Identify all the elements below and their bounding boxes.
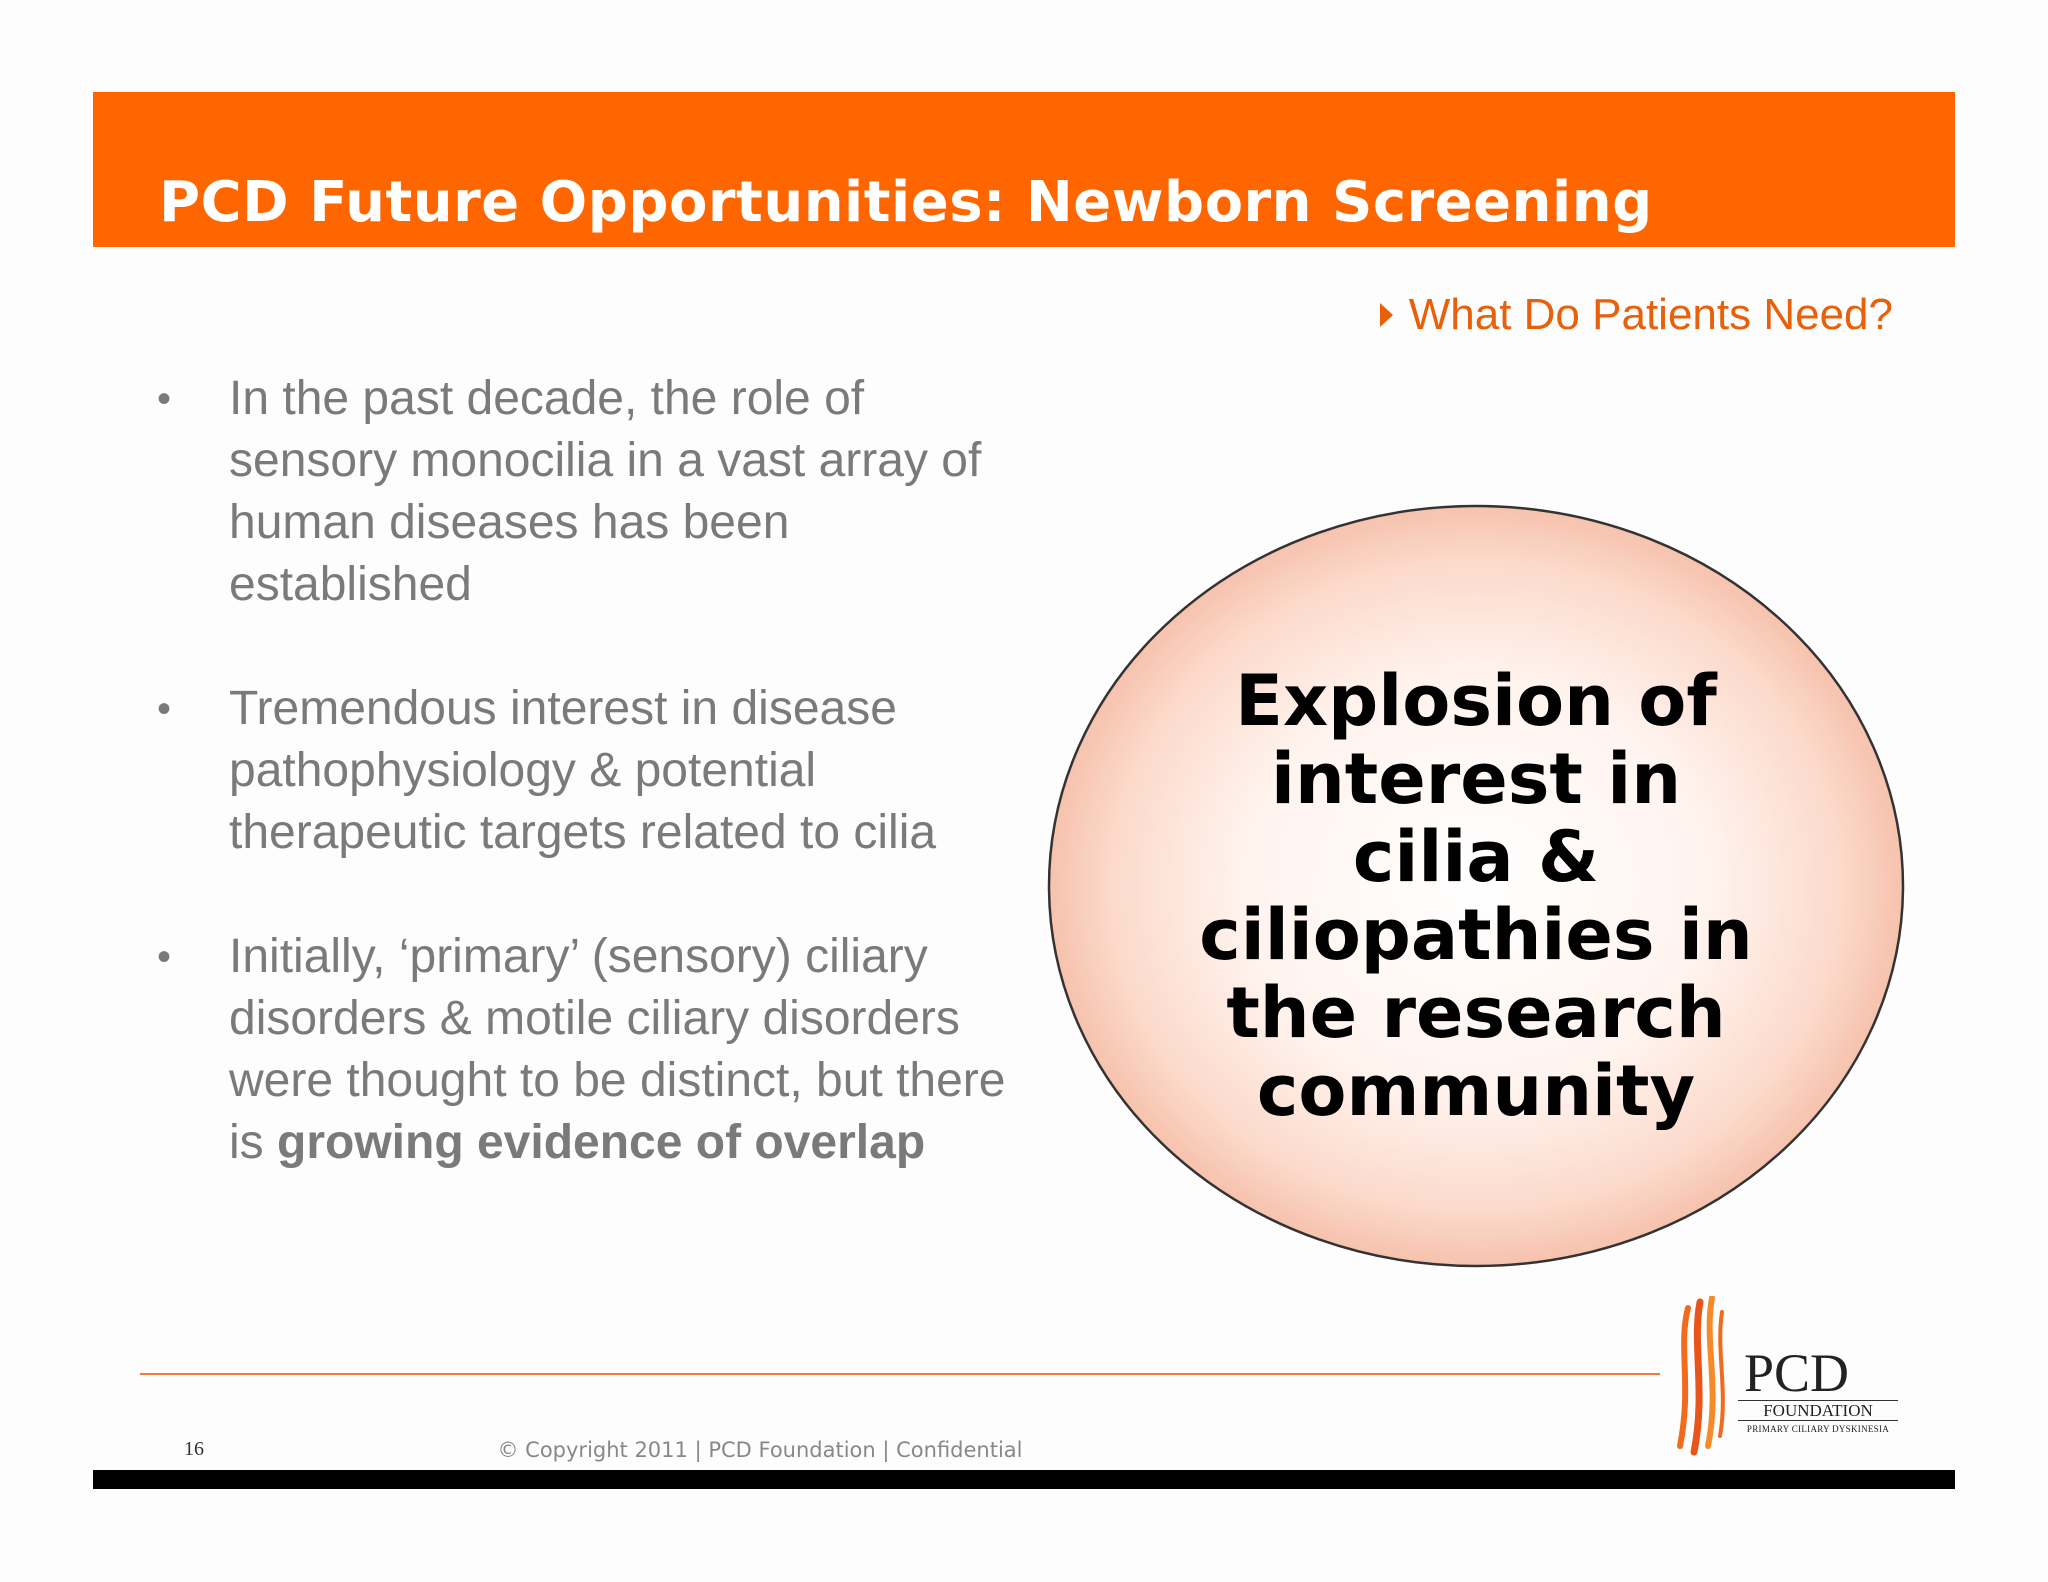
bullet-text: Tremendous interest in disease pathophysiology & potential therapeutic targets related to cilia xyxy=(229,682,937,859)
callout-line: Explosion of xyxy=(1235,660,1717,742)
bottom-bar xyxy=(93,1470,1955,1489)
bullet-text: In the past decade, the role of sensory monocilia in a vast array of human diseases has been established xyxy=(229,372,982,611)
callout-line: community xyxy=(1256,1050,1696,1132)
callout-text xyxy=(1105,662,1847,1130)
logo-wordmark: PCD xyxy=(1744,1343,1850,1403)
bullet-dot: • xyxy=(157,935,172,979)
triangle-right-icon xyxy=(1380,303,1393,327)
page-number: 16 xyxy=(184,1438,204,1460)
logo-flame-icon xyxy=(1670,1296,1740,1456)
bullet-text: Initially, ‘primary’ (sensory) ciliary disorders & motile ciliary disorders were thought to be distinct, but there is xyxy=(229,930,1006,1169)
bullet-dot: • xyxy=(157,377,172,421)
callout-line: interest in xyxy=(1270,738,1682,820)
copyright-text: © Copyright 2011 | PCD Foundation | Confidential xyxy=(497,1438,1023,1462)
callout-line: cilia & xyxy=(1352,816,1600,898)
bullet-item xyxy=(155,678,1015,864)
bullet-item xyxy=(155,368,1015,616)
logo-tagline: PRIMARY CILIARY DYSKINESIA xyxy=(1746,1424,1890,1434)
callout-circle xyxy=(1045,502,1907,1270)
subnav-label: What Do Patients Need? xyxy=(1408,290,1893,339)
callout-line: ciliopathies in xyxy=(1199,894,1753,976)
logo-foundation-label: FOUNDATION xyxy=(1738,1400,1898,1421)
callout-line: the research xyxy=(1226,972,1726,1054)
subnav-link[interactable] xyxy=(1380,290,1893,340)
footer-divider xyxy=(140,1373,1660,1375)
bullet-list xyxy=(155,368,1015,1236)
bullet-item xyxy=(155,926,1015,1174)
bullet-text-bold: growing evidence of overlap xyxy=(277,1116,926,1169)
slide-title: PCD Future Opportunities: Newborn Screening xyxy=(159,170,1653,235)
bullet-dot: • xyxy=(157,687,172,731)
header-bar xyxy=(93,92,1955,247)
pcd-foundation-logo xyxy=(1670,1296,1910,1456)
